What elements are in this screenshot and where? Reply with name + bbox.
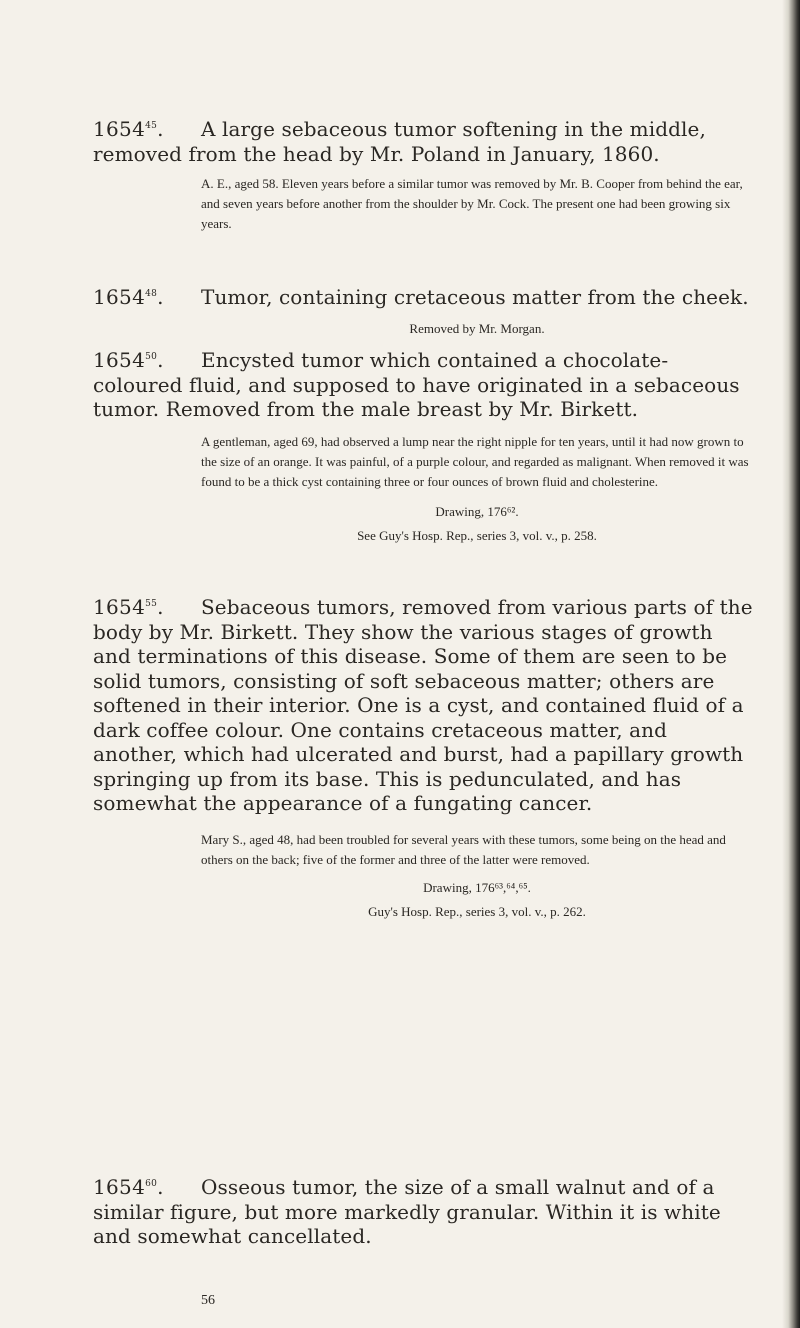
entry-heading: Osseous tumor, the size of a small walnut and of a similar figure, but more markedly granular. Within it is white and somewhat cancellated. — [93, 1175, 721, 1248]
entry-number: 1654$^{60}$. — [93, 1175, 164, 1199]
entry-note: Mary S., aged 48, had been troubled for several years with these tumors, some being on the head and others on the back; five of the former and three of the latter were removed. — [201, 831, 726, 867]
entry-removed-by: Removed by Mr. Morgan. — [409, 320, 545, 336]
catalogue-entry-1654-50 — [93, 348, 753, 546]
catalogue-entry-1654-48 — [93, 285, 753, 339]
entry-heading: Sebaceous tumors, removed from various parts of the body by Mr. Birkett. They show the various stages of growth and terminations of this disease. Some of them are seen to be solid tumors, consisting of soft sebaceous matter; others are softened in their interior. One is a cyst, and contained fluid of a dark coffee colour. One contains cretaceous matter, and another, which had ulcerated and burst, had a papillary growth springing up from its base. This is pedunculated, and has somewhat the appearance of a fungating cancer. — [93, 595, 753, 815]
entry-heading: Tumor, containing cretaceous matter from the cheek. — [201, 285, 749, 309]
entry-note: A gentleman, aged 69, had observed a lump near the right nipple for ten years, until it had now grown to the size of an orange. It was painful, of a purple colour, and regarded as malignant. When removed it was found to be a thick cyst containing three or four ounces of brown fluid and cholesterine. — [201, 433, 749, 489]
entry-heading: Encysted tumor which contained a chocolate-coloured fluid, and supposed to have originated in a sebaceous tumor. Removed from the male breast by Mr. Birkett. — [93, 348, 740, 421]
entry-report-ref: See Guy's Hosp. Rep., series 3, vol. v., p. 258. — [357, 527, 597, 543]
page-number: 56 — [201, 1293, 215, 1308]
catalogue-entry-1654-60 — [93, 1175, 753, 1249]
entry-drawing-ref: Drawing, 176⁶². — [435, 503, 519, 519]
entry-number: 1654$^{50}$. — [93, 348, 164, 372]
entry-note: A. E., aged 58. Eleven years before a similar tumor was removed by Mr. B. Cooper from behind the ear, and seven years before another from the shoulder by Mr. Cock. The present one had been growing six years. — [201, 176, 743, 231]
entry-number: 1654$^{45}$. — [93, 117, 164, 141]
entry-report-ref: Guy's Hosp. Rep., series 3, vol. v., p. 262. — [368, 903, 586, 919]
page-binding-edge — [782, 0, 800, 1328]
entry-number: 1654$^{55}$. — [93, 595, 164, 619]
entry-heading: A large sebaceous tumor softening in the middle, removed from the head by Mr. Poland in January, 1860. — [93, 117, 706, 166]
entry-drawing-ref: Drawing, 176⁶³,⁶⁴,⁶⁵. — [423, 879, 531, 895]
entry-number: 1654$^{48}$. — [93, 285, 164, 309]
catalogue-entry-1654-45 — [93, 117, 753, 234]
catalogue-entry-1654-55 — [93, 595, 753, 922]
